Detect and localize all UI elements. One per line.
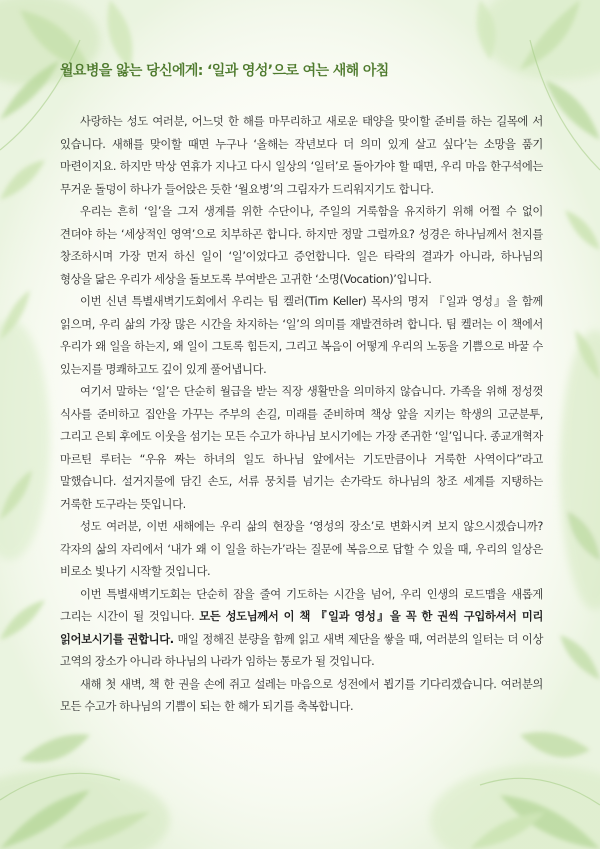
paragraph-2: 우리는 흔히 ‘일’을 그저 생계를 위한 수단이나, 주일의 거룩함을 유지하기 위해 어쩔 수 없이 견뎌야 하는 ‘세상적인 영역’으로 치부하곤 합니다. 하지만 정말 그럴까요? 성경은 하나님께서 천지를 창조하시며 가장 먼저 하신 일이 ‘일’이었다고 증언합니다. 일은 타락의 결과가 아니라, 하나님의 형상을 닮은 우리가 세상을 돌보도록 부여받은 고귀한 ‘소명(Vocation)’입니다. [60,205,543,286]
paragraph-6-intro: 이번 특별새벽기도회는 단순히 잠을 줄여 기도하는 시간을 넘어, 우리 인생의 로드맵을 새롭게 그리는 시간이 될 것입니다. [60,587,543,623]
paragraph-1: 사랑하는 성도 여러분, 어느덧 한 해를 마무리하고 새로운 태양을 맞이할 준비를 하는 길목에 서 있습니다. 새해를 맞이할 때면 누구나 ‘올해는 작년보다 더 의미 있게 살고 싶다’는 소망을 품기 마련이지요. 하지만 막상 연휴가 지나고 다시 일상의 ‘일터’로 돌아가야 할 때면, 우리 마음 한구석에는 무거운 돌덩이 하나가 들어앉은 듯한 ‘월요병’의 그림자가 드리워지기도 합니다. [60,115,543,196]
paragraph-6 [60,584,543,674]
paragraph-4: 여기서 말하는 ‘일’은 단순히 월급을 받는 직장 생활만을 의미하지 않습니다. 가족을 위해 정성껏 식사를 준비하고 집안을 가꾸는 주부의 손길, 미래를 준비하며 책상 앞을 지키는 학생의 고군분투, 그리고 은퇴 후에도 이웃을 섬기는 모든 수고가 하나님 보시기에는 가장 존귀한 ‘일’입니다. 종교개혁자 마르틴 루터는 “우유 짜는 하녀의 일도 하나님 앞에서는 기도만큼이나 거룩한 사역이다”라고 말했습니다. 설거지물에 담긴 손도, 서류 뭉치를 넘기는 손가락도 하나님의 창조 세계를 지탱하는 거룩한 도구라는 뜻입니다. [60,385,543,511]
paragraph-5: 성도 여러분, 이번 새해에는 우리 삶의 현장을 ‘영성의 장소’로 변화시켜 보지 않으시겠습니까? 각자의 삶의 자리에서 ‘내가 왜 이 일을 하는가’라는 질문에 복음으로 답할 수 있을 때, 우리의 일상은 비로소 빛나기 시작할 것입니다. [60,520,543,578]
book-purchase-recommendation: 모든 성도님께서 이 책 『일과 영성』을 꼭 한 권씩 구입하셔서 미리 읽어보시기를 권합니다. [60,610,544,646]
paragraph-3: 이번 신년 특별새벽기도회에서 우리는 팀 켈러(Tim Keller) 목사의 명저 『일과 영성』을 함께 읽으며, 우리 삶의 가장 많은 시간을 차지하는 ‘일’의 의미를 재발견하려 합니다. 팀 켈러는 이 책에서 우리가 왜 일을 하는지, 왜 일이 그토록 힘든지, 그리고 복음이 어떻게 우리의 노동을 기쁨으로 바꿀 수 있는지를 명쾌하고도 깊이 있게 풀어냅니다. [60,295,543,376]
page-title: 월요병을 앓는 당신에게: ‘일과 영성’으로 여는 새해 아침 [60,63,389,79]
paragraph-6-closing: 매일 정해진 분량을 함께 읽고 새벽 제단을 쌓을 때, 여러분의 일터는 더 이상 고역의 장소가 아니라 하나님의 나라가 임하는 통로가 될 것입니다. [60,632,544,668]
paragraph-7: 새해 첫 새벽, 책 한 권을 손에 쥐고 설레는 마음으로 성전에서 뵙기를 기다리겠습니다. 여러분의 모든 수고가 하나님의 기쁨이 되는 한 해가 되기를 축복합니다. [60,677,543,713]
letter-content [60,60,543,719]
